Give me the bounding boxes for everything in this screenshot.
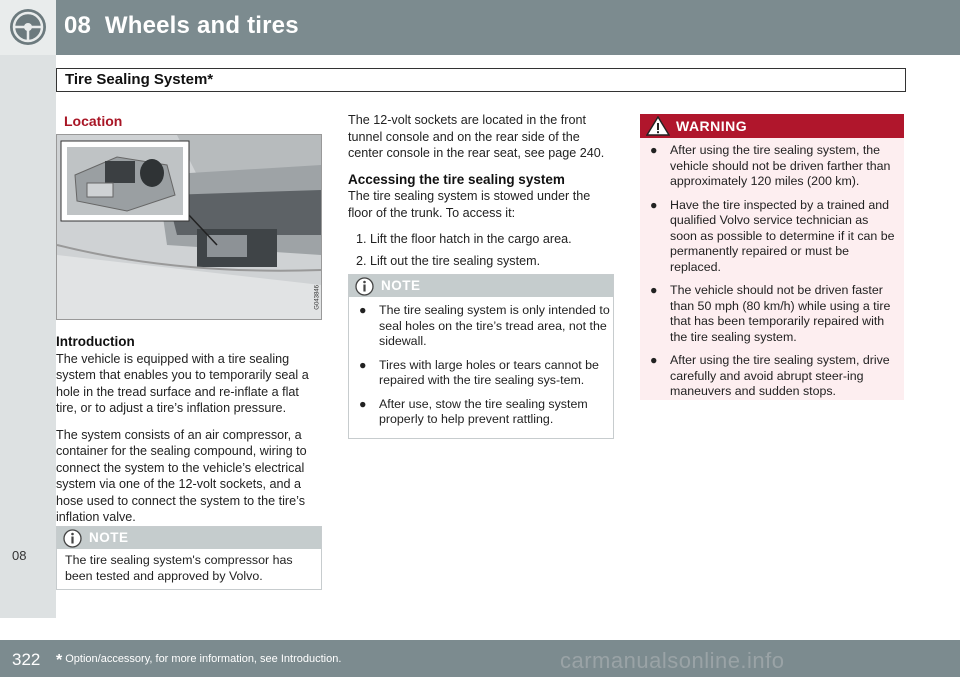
access-steps xyxy=(348,231,614,269)
note-item-text: The tire sealing system is only intended to seal holes on the tire’s tread area, not the sidewall. xyxy=(379,303,610,348)
footnote xyxy=(56,652,341,670)
column-1-text xyxy=(56,334,322,536)
side-chapter-tab: 08 xyxy=(12,548,27,563)
note-item-text: Tires with large holes or tears cannot be repaired with the tire sealing sys-tem. xyxy=(379,357,599,387)
introduction-heading: Introduction xyxy=(56,334,135,349)
footnote-text: Option/accessory, for more information, see Introduction. xyxy=(65,653,342,665)
warning-list-item xyxy=(640,353,898,400)
volvo-steering-wheel-icon xyxy=(8,7,48,47)
note-label: NOTE xyxy=(89,530,129,545)
warning-triangle-icon xyxy=(646,116,670,136)
chapter-header-bar xyxy=(0,0,960,55)
column-2-text xyxy=(348,112,614,279)
note-list-item xyxy=(349,303,613,350)
section-title: Tire Sealing System* xyxy=(65,71,214,88)
sockets-paragraph: The 12-volt sockets are located in the front tunnel console and on the rear side of the center console in the rear seat, see page 240. xyxy=(348,113,605,160)
access-step: 2. Lift out the tire sealing system. xyxy=(370,253,614,270)
warning-label: WARNING xyxy=(676,118,748,134)
note-list-item xyxy=(349,397,613,428)
bullet-icon: ● xyxy=(650,353,658,367)
chapter-number: 08 xyxy=(64,12,92,39)
warning-list-item xyxy=(640,198,898,276)
warning-item-text: After using the tire sealing system, the vehicle should not be driven farther than approximately 120 miles (200 km). xyxy=(670,143,891,188)
watermark: carmanualsonline.info xyxy=(560,648,785,673)
introduction-paragraph-1: The vehicle is equipped with a tire sealing system that enables you to temporarily seal a hole in the tread surface and re-inflate a flat tire, or to adjust a tire’s inflation pressure. xyxy=(56,351,309,415)
trunk-location-image xyxy=(56,134,322,320)
bullet-icon: ● xyxy=(650,143,658,157)
warning-item-text: After using the tire sealing system, drive carefully and avoid abrupt steer-ing maneuvers and sudden stops. xyxy=(670,353,890,398)
info-icon xyxy=(355,277,374,296)
bullet-icon: ● xyxy=(650,283,658,297)
note-list-item xyxy=(349,358,613,389)
page-footer-bar xyxy=(0,640,960,677)
page-number: 322 xyxy=(12,650,41,669)
section-title-bar xyxy=(56,68,906,92)
introduction-paragraph-2: The system consists of an air compressor, a container for the sealing compound, wiring to connect the system to the vehicle’s electrical system via one of the 12-volt sockets, and a hose used to connect the system to the tire’s inflation valve. xyxy=(56,427,307,524)
note-item-text: After use, stow the tire sealing system properly to help prevent rattling. xyxy=(379,396,588,426)
sealing-note-box xyxy=(348,274,614,439)
bullet-icon: ● xyxy=(359,303,367,317)
note-text: The tire sealing system's compressor has been tested and approved by Volvo. xyxy=(65,553,293,583)
warning-item-text: The vehicle should not be driven faster than 50 mph (80 km/h) while using a tire that has been temporarily repaired with the tire sealing system. xyxy=(670,283,891,344)
warning-item-text: Have the tire inspected by a trained and qualified Volvo service technician as soon as possible to determine if it can be permanently repaired or must be replaced. xyxy=(670,197,895,274)
access-heading: Accessing the tire sealing system xyxy=(348,171,565,187)
chapter-title xyxy=(64,12,299,40)
location-heading: Location xyxy=(64,113,123,129)
warning-box xyxy=(640,114,904,400)
warning-list xyxy=(640,138,904,400)
warning-list-item xyxy=(640,143,898,190)
access-step: 1. Lift the floor hatch in the cargo area. xyxy=(370,231,614,248)
bullet-icon: ● xyxy=(359,357,367,372)
footnote-star: * xyxy=(56,652,63,669)
bullet-icon: ● xyxy=(650,197,658,212)
trunk-illustration xyxy=(57,135,321,319)
image-code: G043846 xyxy=(315,285,321,310)
warning-list-item xyxy=(640,283,898,345)
bullet-icon: ● xyxy=(359,396,367,411)
compressor-note-box xyxy=(56,526,322,590)
note-label: NOTE xyxy=(381,278,421,293)
note-list xyxy=(349,297,613,428)
access-intro: The tire sealing system is stowed under the floor of the trunk. To access it: xyxy=(348,189,591,220)
chapter-name: Wheels and tires xyxy=(104,12,299,39)
side-chapter-strip xyxy=(0,55,56,618)
chapter-logo-box xyxy=(0,0,56,55)
note-header xyxy=(57,527,321,549)
warning-header xyxy=(640,114,904,138)
info-icon xyxy=(63,529,82,548)
note-header xyxy=(349,275,613,297)
